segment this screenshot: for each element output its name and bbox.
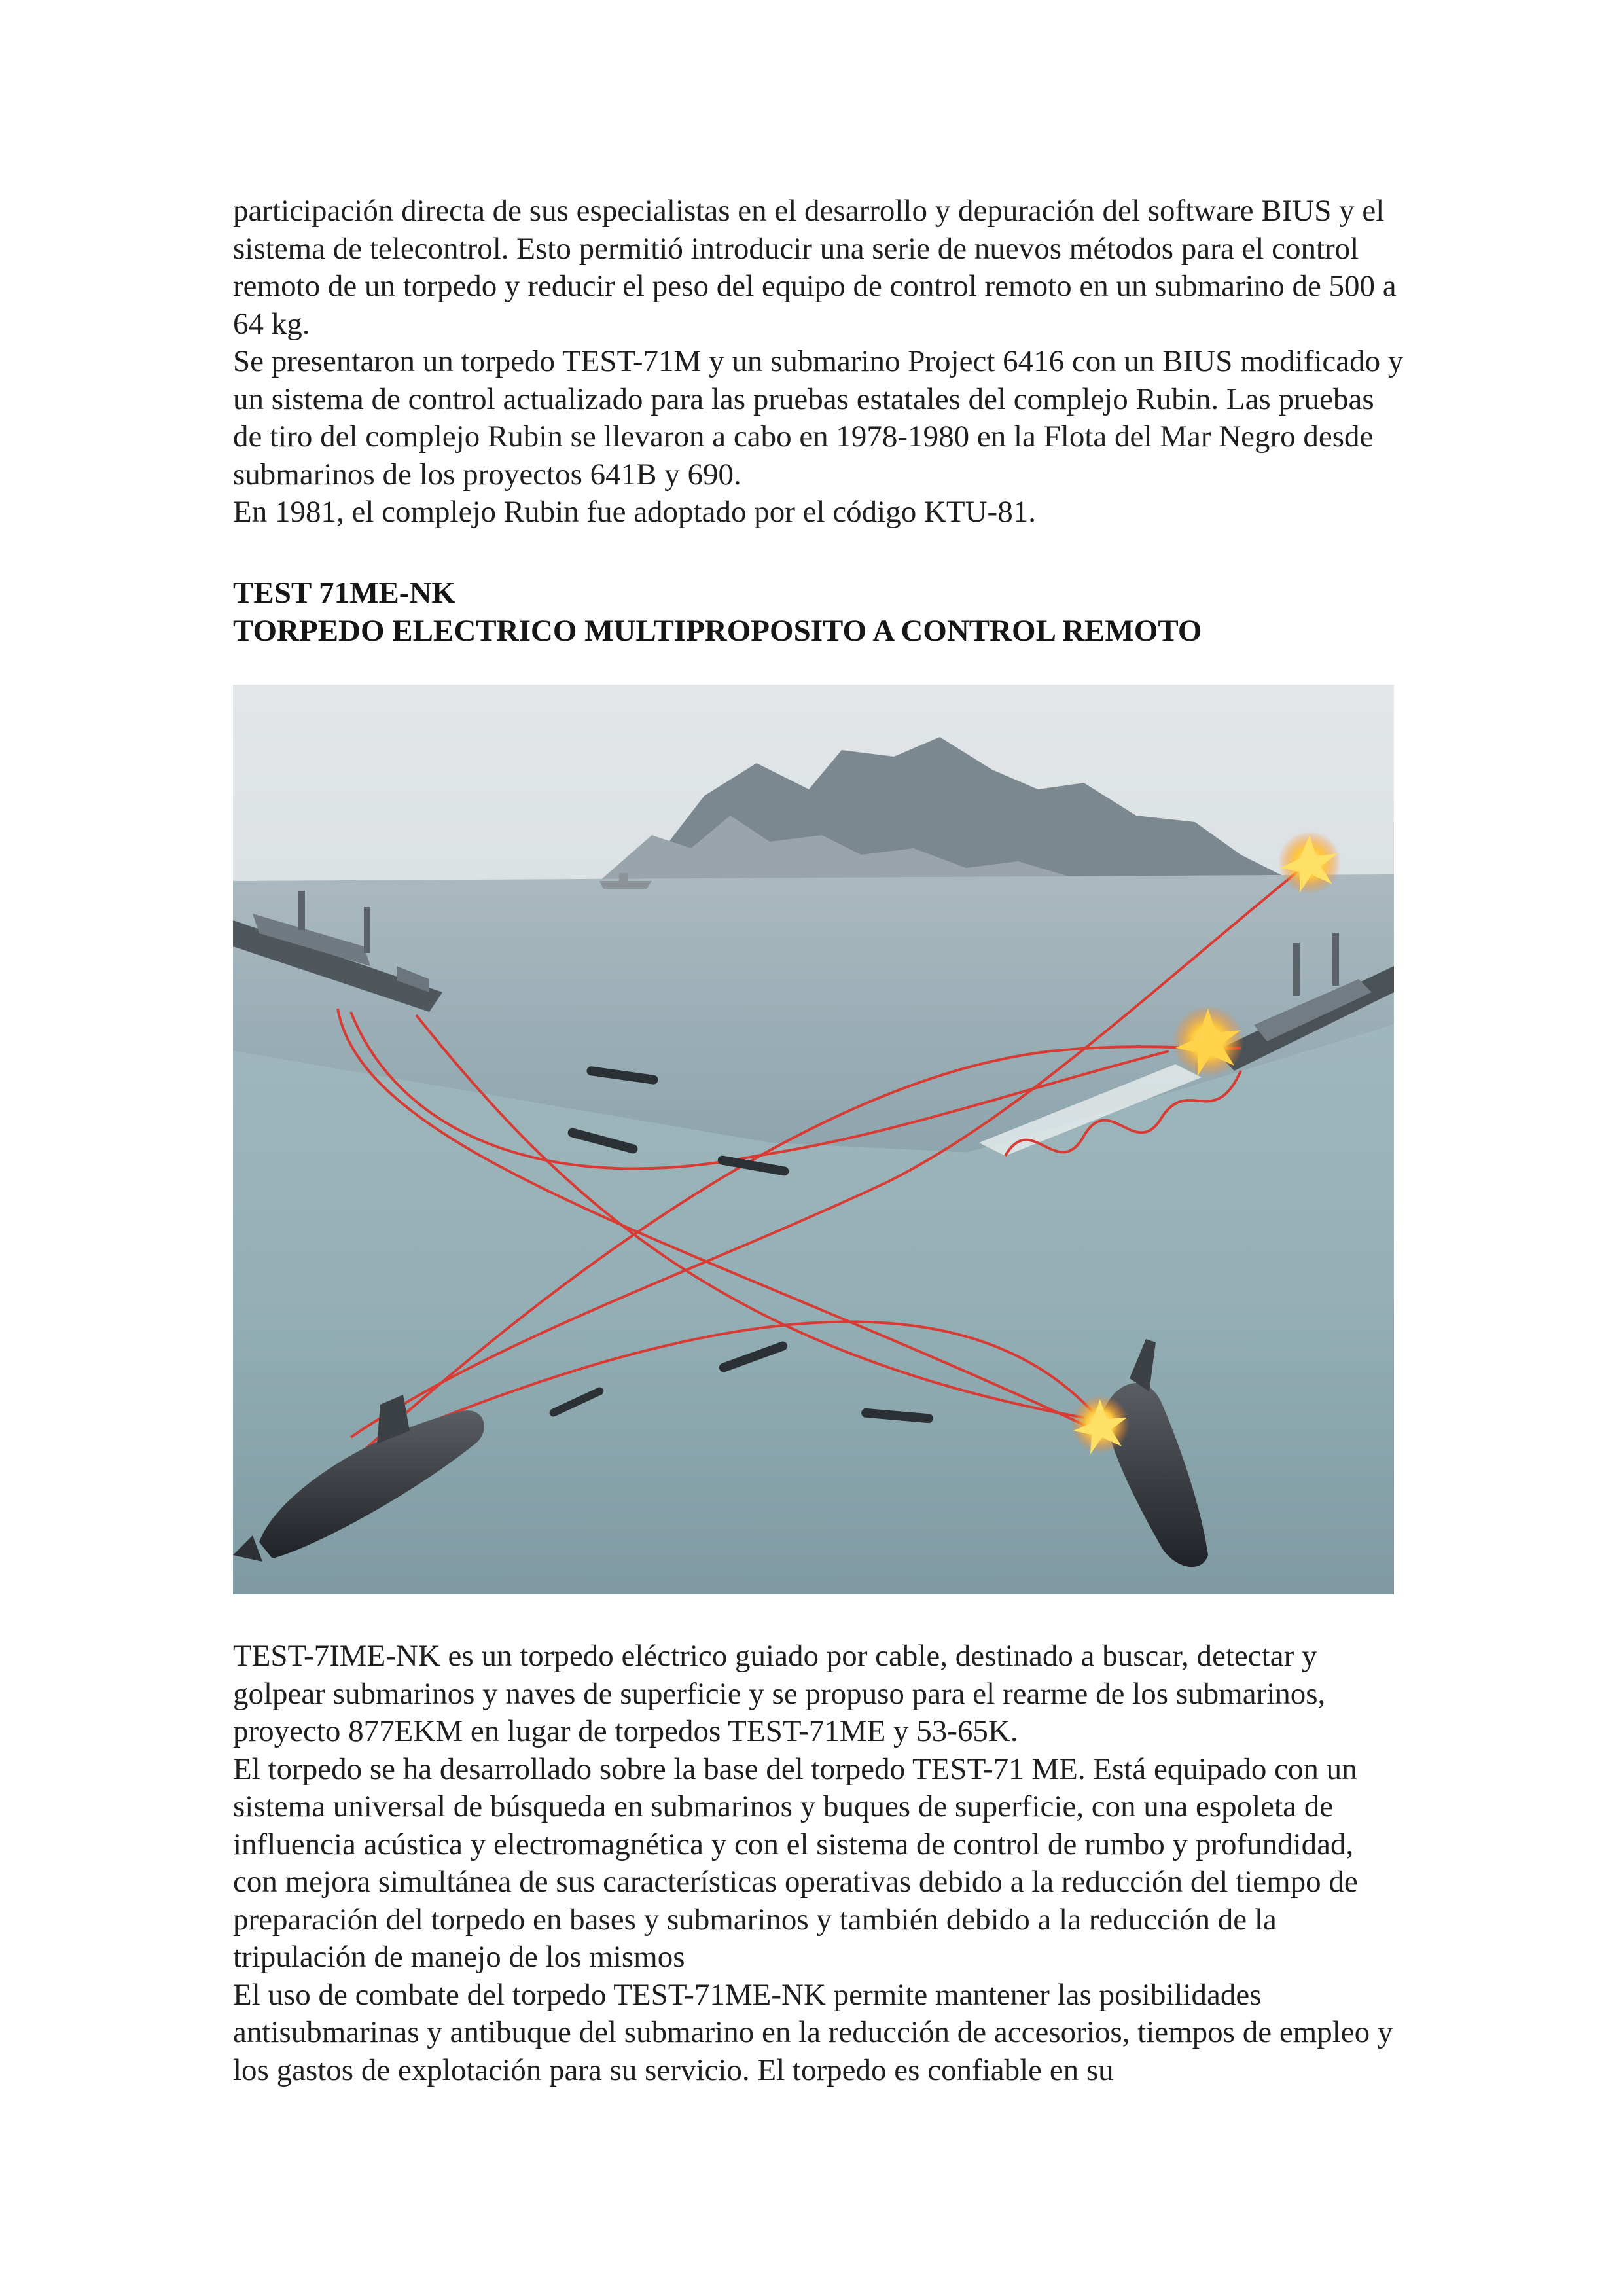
body-text — [233, 1638, 1404, 2089]
section-title-model: TEST 71ME-NK — [233, 576, 455, 610]
torpedo-engagement-illustration — [233, 685, 1394, 1594]
explosion-shore — [1278, 831, 1341, 894]
intro-paragraph-1: participación directa de sus especialistas en el desarrollo y depuración del software BIUS y el sistema de telecontrol. Esto permitió introducir una serie de nuevos métodos para el control remoto de un torpedo y reducir el peso del equipo de control remoto en un submarino de 500 a 64 kg. — [233, 194, 1397, 341]
body-paragraph-2: El torpedo se ha desarrollado sobre la base del torpedo TEST-71 ME. Está equipado con un sistema universal de búsqueda en submarinos y buques de superficie, con una espoleta de influencia acústica y electromagnética y con el sistema de control de rumbo y profundidad, con mejora simultánea de sus características operativas debido a la reducción del tiempo de preparación del torpedo en bases y submarinos y también debido a la reducción de la tripulación de manejo de los mismos — [233, 1751, 1358, 1974]
intro-paragraph-2: Se presentaron un torpedo TEST-71M y un submarino Project 6416 con un BIUS modificado y un sistema de control actualizado para las pruebas estatales del complejo Rubin. Las pruebas de tiro del complejo Rubin se llevaron a cabo en 1978-1980 en la Flota del Mar Negro desde submarinos de los proyectos 641B y 690. — [233, 344, 1404, 492]
body-paragraph-1: TEST-7IME-NK es un torpedo eléctrico guiado por cable, destinado a buscar, detectar y golpear submarinos y naves de superficie y se propuso para el rearme de los submarinos, proyecto 877EKM en lugar de torpedos TEST-71ME y 53-65K. — [233, 1639, 1326, 1748]
explosion-ship — [1172, 1005, 1244, 1077]
section-title-description: TORPEDO ELECTRICO MULTIPROPOSITO A CONTROL REMOTO — [233, 614, 1202, 648]
body-paragraph-3: El uso de combate del torpedo TEST-71ME-NK permite mantener las posibilidades antisubmarinas y antibuque del submarino en la reducción de accesorios, tiempos de empleo y los gastos de explotación para su servicio. El torpedo es confiable en su — [233, 1977, 1393, 2087]
intro-paragraph-3: En 1981, el complejo Rubin fue adoptado por el código KTU-81. — [233, 495, 1036, 529]
intro-text — [233, 192, 1404, 531]
